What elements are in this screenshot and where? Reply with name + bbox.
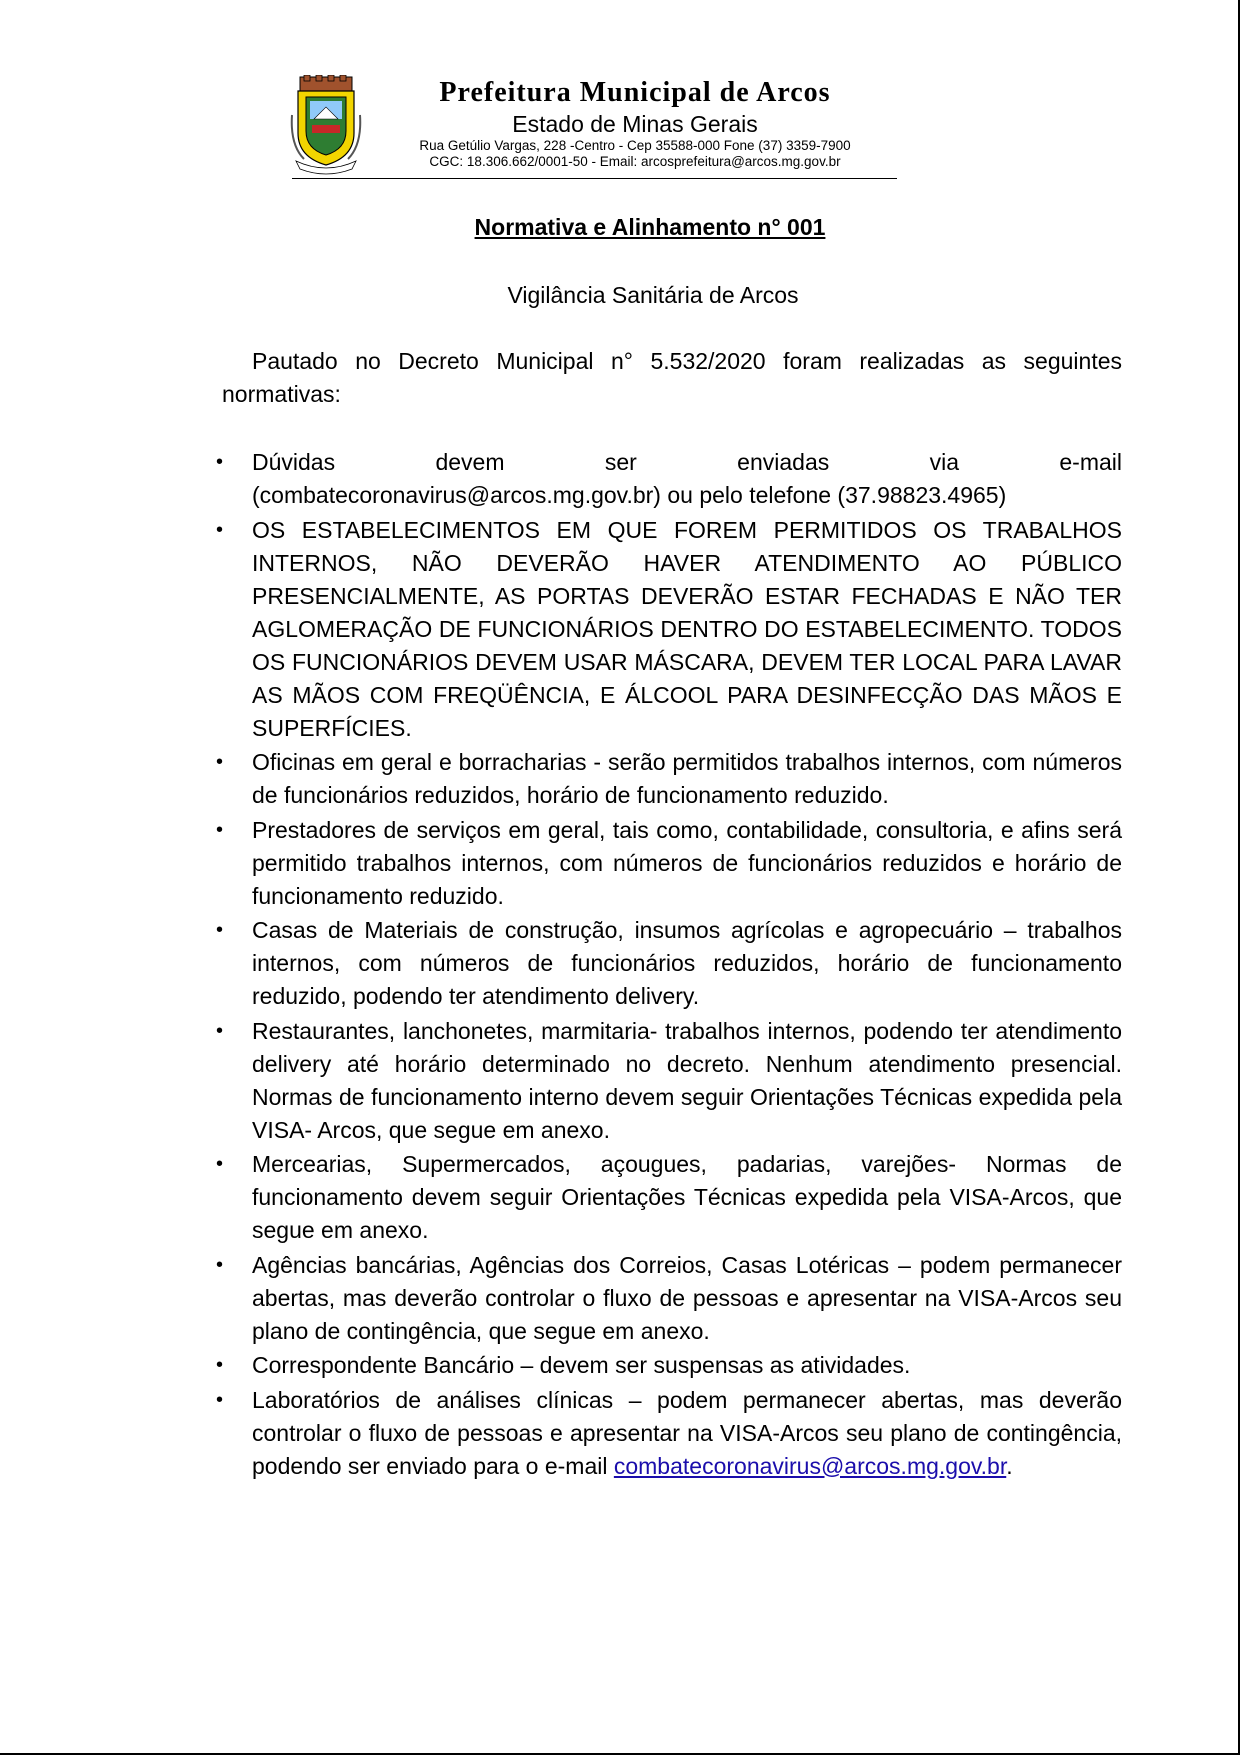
bullet-icon: • xyxy=(216,1019,224,1042)
bullet-icon: • xyxy=(216,518,224,541)
document-subtitle: Vigilância Sanitária de Arcos xyxy=(507,282,799,308)
list-item xyxy=(216,1148,1122,1247)
bullet-icon: • xyxy=(216,1354,224,1376)
bullet-icon: • xyxy=(216,1253,224,1276)
list-item-text: Correspondente Bancário – devem ser suspensas as atividades. xyxy=(252,1352,911,1378)
list-item-text: Mercearias, Supermercados, açougues, padarias, varejões- Normas de funcionamento devem seguir Orientações Técnicas expedida pela VISA-Arcos, que segue em anexo. xyxy=(252,1151,1122,1243)
list-item-text: Agências bancárias, Agências dos Correios, Casas Lotéricas – podem permanecer abertas, mas deverão controlar o fluxo de pessoas e apresentar na VISA-Arcos seu plano de contingência, que segue em anexo. xyxy=(252,1251,1122,1344)
normatives-list xyxy=(216,446,1122,1484)
list-item xyxy=(216,914,1122,1013)
bullet-icon: • xyxy=(216,1153,224,1175)
bullet-icon: • xyxy=(216,751,224,773)
list-item-suffix: . xyxy=(1006,1452,1013,1479)
document-title: Normativa e Alinhamento n° 001 xyxy=(474,214,826,240)
list-item xyxy=(216,1015,1122,1147)
intro-paragraph: Pautado no Decreto Municipal n° 5.532/2020 foram realizadas as seguintes normativas: xyxy=(222,348,1122,407)
list-item-text: Oficinas em geral e borracharias - serão permitidos trabalhos internos, com números de funcionários reduzidos, horário de funcionamento reduzido. xyxy=(252,749,1122,808)
letterhead-subtitle: Estado de Minas Gerais xyxy=(512,111,758,137)
bullet-icon: • xyxy=(216,919,224,941)
list-item-text: OS ESTABELECIMENTOS EM QUE FOREM PERMITIDOS OS TRABALHOS INTERNOS, NÃO DEVERÃO HAVER ATENDIMENTO AO PÚBLICO PRESENCIALMENTE, AS PORTAS DEVERÃO ESTAR FECHADAS E NÃO TER AGLOMERAÇÃO DE FUNCIONÁRIOS DENTRO DO ESTABELECIMENTO. TODOS OS FUNCIONÁRIOS DEVEM USAR MÁSCARA, DEVEM TER LOCAL PARA LAVAR AS MÃOS COM FREQÜÊNCIA, E ÁLCOOL PARA DESINFECÇÃO DAS MÃOS E SUPERFÍCIES. xyxy=(252,516,1122,741)
list-item-text: Laboratórios de análises clínicas – podem permanecer abertas, mas deverão controlar o fluxo de pessoas e apresentar na VISA-Arcos seu plano de contingência, podendo ser enviado para o e-mail xyxy=(252,1386,1122,1479)
bullet-icon: • xyxy=(216,451,224,473)
list-item xyxy=(216,746,1122,812)
letterhead-cgc: CGC: 18.306.662/0001-50 - Email: arcosprefeitura@arcos.mg.gov.br xyxy=(429,154,841,169)
list-item xyxy=(216,1249,1122,1348)
list-item xyxy=(216,1349,1122,1382)
list-item-text: Prestadores de serviços em geral, tais como, contabilidade, consultoria, e afins será permitido trabalhos internos, com números de funcionários reduzidos e horário de funcionamento reduzido. xyxy=(252,816,1122,909)
bullet-icon: • xyxy=(216,1388,224,1411)
bullet-icon: • xyxy=(216,818,224,841)
letterhead-text xyxy=(370,70,900,170)
letterhead xyxy=(290,70,900,180)
letterhead-title: Prefeitura Municipal de Arcos xyxy=(439,77,831,108)
letterhead-address: Rua Getúlio Vargas, 228 -Centro - Cep 35588-000 Fone (37) 3359-7900 xyxy=(419,138,851,153)
list-item xyxy=(216,1384,1122,1483)
letterhead-rule xyxy=(292,178,897,179)
list-item xyxy=(216,514,1122,745)
list-item-text: Casas de Materiais de construção, insumos agrícolas e agropecuário – trabalhos internos, com números de funcionários reduzidos, horário de funcionamento reduzido, podendo ter atendimento delivery. xyxy=(252,917,1122,1009)
municipal-crest-icon xyxy=(290,75,362,175)
list-item xyxy=(216,446,1122,512)
email-link[interactable]: combatecoronavirus@arcos.mg.gov.br xyxy=(613,1452,1007,1479)
list-item-text: Restaurantes, lanchonetes, marmitaria- trabalhos internos, podendo ter atendimento delivery até horário determinado no decreto. Nenhum atendimento presencial. Normas de funcionamento interno devem seguir Orientações Técnicas expedida pela VISA- Arcos, que segue em anexo. xyxy=(252,1017,1122,1143)
list-item-text: Dúvidas devem ser enviadas via e-mail xyxy=(252,449,1122,475)
list-item-text: (combatecoronavirus@arcos.mg.gov.br) ou pelo telefone (37.98823.4965) xyxy=(252,482,1007,508)
list-item xyxy=(216,814,1122,913)
